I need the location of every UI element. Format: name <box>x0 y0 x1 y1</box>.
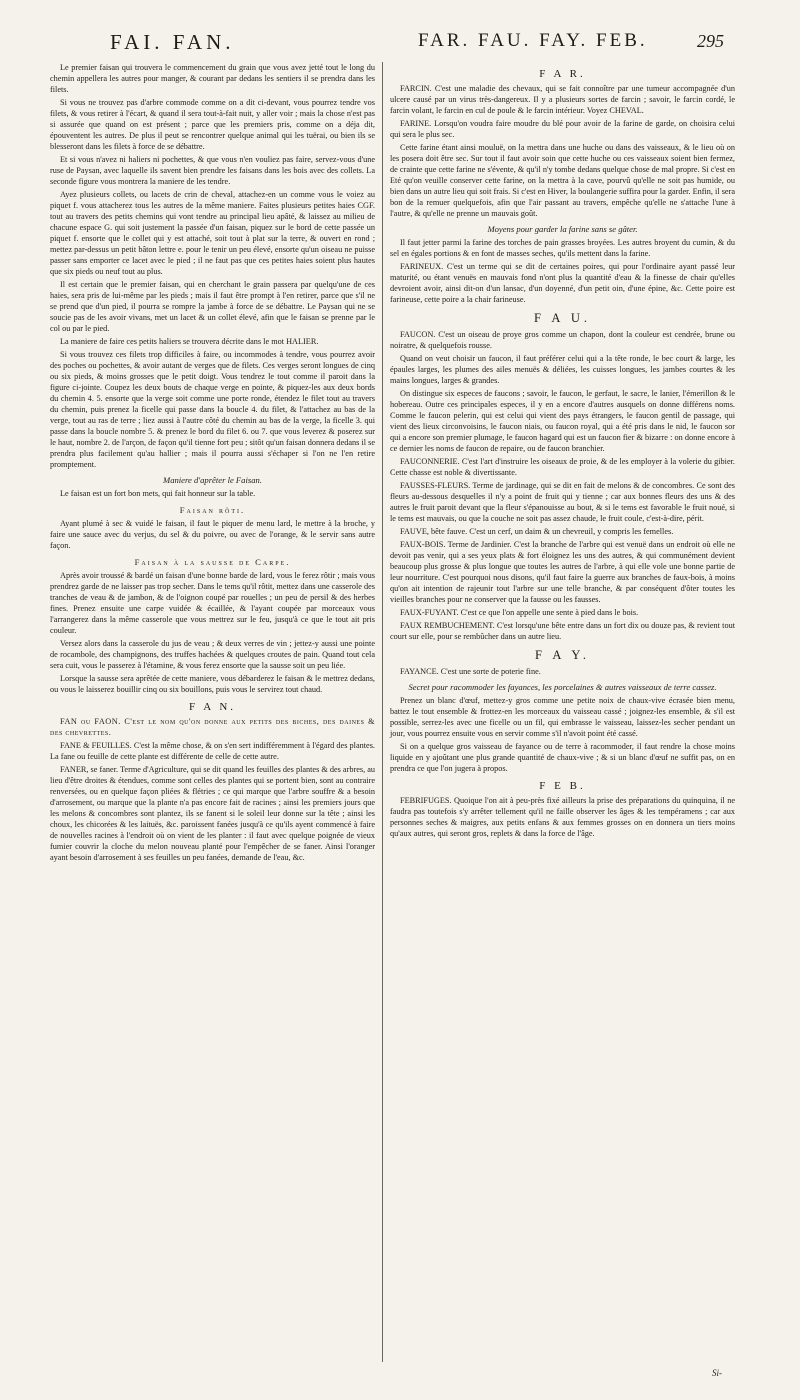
paragraph: Prenez un blanc d'œuf, mettez-y gros comme une petite noix de chaux-vive écrasée bien menu, battez le tout ensemble & frottez-en les morceaux du vaisseau cassé ; joignez-les ensemble, & s'il est possible, serrez-les avec une ficelle ou un fil, qui embrasse le vaisseau, laissez-les secher pendant un jour, vous pourrez ensuite vous en servir comme s'il n'avoit point été cassé. <box>390 696 735 738</box>
paragraph: On distingue six especes de faucons ; savoir, le faucon, le gerfaut, le sacre, le lanier, l'émerillon & le hobereau. Outre ces principales especes, il y en a encore d'autres ausquels on donne différens noms. Comme le faucon pelerin, qui est celui qui vient des pays étrangers, le faucon gentil de passage, qui vient des lieux circonvoisins, le faucon niais, ou faucon royal, qui a été pris dans le nid, le faucon sor qui a encore son premier plumage, le faucon hagard qui est un faucon fier & bizarre : on donne encore à ce dernier les noms de faucon de repaire, ou de faucon branchier. <box>390 389 735 453</box>
subheading: Moyens pour garder la farine sans se gâter. <box>487 224 638 234</box>
entry-paragraph: FARCIN. C'est une maladie des chevaux, qui se fait connoître par une tumeur accompagnée d'un ulcere causé par un virus très-dangereux. Il y a plusieurs sortes de farcin ; savoir, le farcin cordé, le farcin volant, le farcin en cul de poule & le farcin intérieur. Voyez CHEVAL. <box>390 84 735 115</box>
recipe-heading: Faisan rôti. <box>179 505 246 515</box>
entry-paragraph: FAUX-BOIS. Terme de Jardinier. C'est la branche de l'arbre qui est venuë dans un endroit où elle ne devoit pas venir, qui a ses yeux plats & fort éloignez les uns des autres, & qui communément devient beaucoup plus grosse & plus longue que toutes les autres de l'arbre, à qui elle vole une bonne partie de leur nourriture. C'est pourquoi nous disons, qu'il faut faire la guerre aux branches de faux-bois, à moins qu'on ait intention de rajeunir tout l'arbre sur une telle branche, & par conséquent d'ôter toutes les vieilles branches pour ne conserver que la fausse ou les fausses. <box>390 540 735 604</box>
entry-paragraph: FARINE. Lorsqu'on voudra faire moudre du blé pour avoir de la farine de garde, on choisira celui qui sera le plus sec. <box>390 119 735 139</box>
right-column <box>390 62 735 841</box>
paragraph: Il faut jetter parmi la farine des torches de pain grasses broyées. Les autres broyent du cumin, & du sel en égales portions & en font de masses seches, qu'ils mettent dans la farine. <box>390 238 735 258</box>
paragraph: Si vous trouvez ces filets trop difficiles à faire, ou incommodes à tendre, vous pourrez avoir des poches ou pochettes, & avoir autant de verges que de filets. Ces verges seront longues de cinq ou six pieds, & moins grosses que le petit doigt. Vous tendrez le tout comme il paroit dans la figure ci-jointe. Coupez les deux bouts de chaque verge en pointe, & piquez-les aux deux bords du chemin 4. 5. ensorte que la verge soit comme une porte ronde, étendez le filet tout au travers du chemin, puis prenez la ficelle qui passe dans la boucle 4. du filet, & l'attachez au bas de la verge, tout au ras de terre ; liez aussi à l'autre côté du chemin au bas de la verge, la ficelle 3. qui passe dans la boucle nombre 5. & prenez le bord du filet 6. ou 7. que vous leverez & poserez sur le haut, nombre 2. de l'arçon, de façon qu'il tienne fort peu ; sitôt qu'un faisan donnera dedans il se prendra plus facilement qu'au hallier ; mais il pourra aussi s'échaper si l'on ne l'en retire promptement. <box>50 350 375 469</box>
entry-paragraph: FEBRIFUGES. Quoique l'on ait à peu-près fixé ailleurs la prise des préparations du quinquina, il ne faudra pas toutefois s'y arrêter tellement qu'il ne faille observer les âges & les tempéramens ; car aux personnes seches & maigres, aux petits enfans & aux femmes grosses on en donnera un tiers moins qu'aux autres, qui seront gros, replets & dans la force de l'âge. <box>390 796 735 838</box>
running-head-left: FAI. FAN. <box>110 30 235 54</box>
paragraph: Si vous ne trouvez pas d'arbre commode comme on a dit ci-devant, vous pourrez tendre vos filets, & vous retirer à l'écart, & quand il sera tout-à-fait nuit, y aller voir ; mais la chose n'est pas si assurée que quand on est présent ; parce que les premiers pris, comme on a déja dit, épouventent les autres. De plus il peut se rencontrer quelque animal qui les tuërai, ou bien ils se blesseront dans les filets à force de se débattre. <box>50 98 375 151</box>
entry-paragraph: FAN ou FAON. C'est le nom qu'on donne aux petits des biches, des daines & des chevrettes. <box>50 717 375 737</box>
paragraph: Lorsque la sausse sera aprêtée de cette maniere, vous débarderez le faisan & le mettrez dedans, ou vous le laisserez bouillir cinq ou six bouillons, puis vous le servirez tout chaud. <box>50 674 375 694</box>
entry-paragraph: FAUX REMBUCHEMENT. C'est lorsqu'une bête entre dans un fort dix ou douze pas, & revient tout court sur elle, pour se rembûcher dans un autre lieu. <box>390 621 735 641</box>
paragraph: Après avoir troussé & bardé un faisan d'une bonne barde de lard, vous le ferez rôtir ; mais vous prendrez garde de ne laisser pas trop secher. Dans le tems qu'il rôtit, mettez dans une casserole des tranches de veau & de jambon, & de l'oignon coupé par rouelles ; un peu de persil & des herbes fines. Prenez ensuite une carpe vuidée & écaillée, & l'ayant coupée par morceaux vous l'arrangerez dans la même casserole que vous mettrez sur le feu, jusqu'à ce que le tout ait pris couleur. <box>50 571 375 635</box>
left-column <box>50 62 375 865</box>
section-heading: F A R. <box>539 68 586 80</box>
paragraph: Si on a quelque gros vaisseau de fayance ou de terre à racommoder, il faut rendre la chose moins liquide en y ajoûtant une plus grande quantité de chaux-vive ; & si un blanc d'œuf ne suffit pas, on en prendra ce que l'on jugera à propos. <box>390 742 735 773</box>
paragraph: Versez alors dans la casserole du jus de veau ; & deux verres de vin ; jettez-y aussi une pointe de rocambole, des champignons, des truffes hachées & quelques croutes de pain. Quand tout cela sera cuit, vous le passerez à l'étamine, & vous ferez ensorte que la sausse soit un peu liée. <box>50 639 375 670</box>
entry-paragraph: FANE & FEUILLES. C'est la même chose, & on s'en sert indifféremment à l'égard des plantes. La fane ou feuille de cette plante est différente de celle de cette autre. <box>50 741 375 761</box>
catchword: Si- <box>712 1368 722 1378</box>
section-heading: F A Y. <box>535 648 590 662</box>
recipe-heading: Faisan à la sausse de Carpe. <box>134 557 291 567</box>
entry-paragraph: FARINEUX. C'est un terme qui se dit de certaines poires, qui pour l'ordinaire ayant passé leur maturité, ou étant venuës en mauvais fond n'ont plus la quantité d'eau & la finesse de chair qu'elles devroient avoir, ainsi dit-on d'un lansac, d'un doyenné, d'un petit oin, d'une épine, &c. Cette poire est farineuse, cette poire a la chair farineuse. <box>390 262 735 304</box>
section-heading: F A N. <box>188 701 237 713</box>
paragraph: Et si vous n'avez ni haliers ni pochettes, & que vous n'en vouliez pas faire, servez-vous d'une ruse de Paysan, avec laquelle ils savent bien prendre les faisans dans les bois avec des collets. La seconde figure vous montrera la maniere de les tendre. <box>50 155 375 186</box>
entry-paragraph: FAUVE, bête fauve. C'est un cerf, un daim & un chevreuil, y compris les femelles. <box>400 527 674 536</box>
entry-paragraph: FAYANCE. C'est une sorte de poterie fine. <box>400 667 541 676</box>
entry-paragraph: FAUX-FUYANT. C'est ce que l'on appelle une sente à pied dans le bois. <box>400 608 639 617</box>
paragraph: Ayez plusieurs collets, ou lacets de crin de cheval, attachez-en un comme vous le voiez au piquet f. vous attacherez tous les autres de la même maniere. Faites plusieurs petites haies CGF. tout au travers des petits chemins qui vont tendre au principal lieu apâté, & laissez au milieu de chacune espace G. qui soit justement la passée d'un faisan, piquez sur le bord de cette passée un piquet f. ensorte que le collet qui y est attaché, soit tout à plat sur la terre, & ouvert en rond ; mettez par-dessus un petit bâton lettre e. pour le tenir un peu élevé, ensorte qu'un oiseau ne puisse passer sans emporter ce lacet avec le pied ; il ne faut pas que ces petites haies soient plus hautes que six pieds ou neuf tout au plus. <box>50 190 375 276</box>
paragraph: La maniere de faire ces petits haliers se trouvera décrite dans le mot HALIER. <box>60 337 319 346</box>
entry-paragraph: FAUCON. C'est un oiseau de proye gros comme un chapon, dont la couleur est cendrée, brune ou noiratre, & quelquefois rousse. <box>390 330 735 350</box>
subheading: Maniere d'aprêter le Faisan. <box>163 475 262 485</box>
running-head-right: FAR. FAU. FAY. FEB. <box>418 30 648 51</box>
entry-paragraph: FAUCONNERIE. C'est l'art d'instruire les oiseaux de proie, & de les employer à la volerie du gibier. Cette chasse est noble & divertissante. <box>390 457 735 477</box>
page-number: 295 <box>697 31 724 51</box>
section-heading: F E B. <box>539 780 586 792</box>
section-heading: F A U. <box>533 311 591 325</box>
paragraph: Le premier faisan qui trouvera le commencement du grain que vous avez jetté tout le long du chemin appellera les autres pour manger, & courant par dedans les sentiers il se prendra dans les filets. <box>50 63 375 94</box>
paragraph: Ayant plumé à sec & vuidé le faisan, il faut le piquer de menu lard, le mettre à la broche, y faire une sauce avec du verjus, du sel & du poivre, ou avec de l'orange, & le servir sans autre façon. <box>50 519 375 550</box>
subheading: Secret pour racommoder les fayances, les porcelaines & autres vaisseaux de terre cassez. <box>408 682 717 692</box>
entry-paragraph: FANER, se faner. Terme d'Agriculture, qui se dit quand les feuilles des plantes & des arbres, au lieu d'être droites & étendues, comme sont celles des plantes qui se portent bien, sont au contraire renversées, ou en quelque façon pliées & flétries ; ce qui marque que l'arbre souffre & a besoin d'arrosement, ou marque que la plante n'a pas encore fait de racines ; ainsi les premiers jours que les melons & concombres sont plantez, ils se fanent si le soleil leur donne sur la tête ; ainsi les choux, les chicorées & les laituës, &c. paroissent fanées jusqu'à ce qu'ils ayent commencé à faire de nouvelles racines à l'endroit où on vient de les planter : il faut avec quelque poignée de vieux fumier couvrir la cloche du melon nouveau planté pour l'empêcher de se faner. Ainsi l'oranger ayant besoin d'arrosement à ses feuilles un peu fanées, demande de l'eau, &c. <box>50 765 375 862</box>
paragraph: Cette farine étant ainsi mouluë, on la mettra dans une huche ou dans des vaisseaux, & le lieu où on les posera doit être sec. Sur tout il faut avoir soin que cette huche ou ces vaisseaux soient bien fermez, de crainte que cette farine ne s'évente, & qu'il n'y tombe dedans quelque chose de mal propre. Si c'est en Eté qu'on veuille conserver cette farine, on la mettra à la cave, pourvû qu'elle ne soit pas humide, ou bien dans un autre lieu qui soit frais. Si c'est en Hiver, la boulangerie suffira pour la garder. Enfin, il sera bon de la remuer quelquefois, afin que l'air passant au travers, empêche qu'elle ne s'attache l'une à l'autre, & qu'elle ne prenne un mauvais goût. <box>390 143 735 218</box>
entry-paragraph: FAUSSES-FLEURS. Terme de jardinage, qui se dit en fait de melons & de concombres. Ce sont des fleurs au-dessous desquelles il n'y a point de fruit qui y tienne ; car aux bonnes fleurs des uns & des autres le fruit paroit devant que la fleur s'épanouisse au bout, & si le tems est favorable le fruit noué, si le tems est mauvais, ou que la couche ne soit pas assez chaude, le fruit coule, c'est-à-dire, périt. <box>390 481 735 523</box>
paragraph: Quand on veut choisir un faucon, il faut préférer celui qui a la tête ronde, le bec court & large, les épaules larges, les plumes des ailes menuës & déliées, les cuisses longues, les jambes courtes & les mains longues, larges & grandes. <box>390 354 735 385</box>
column-divider <box>382 62 383 1362</box>
paragraph: Il est certain que le premier faisan, qui en cherchant le grain passera par quelqu'une de ces haies, sera pris de lui-même par les pieds ; mais il faut être prompt à l'en retirer, parce que s'il ne se prend que d'un pied, il pourra se rompre la jambe à force de se débattre. Le Paysan qui ne se soucie pas de les avoir vivans, met un lacet & un collet élevé, afin que le faisan se prenne par le col ou par le pied. <box>50 280 375 333</box>
paragraph: Le faisan est un fort bon mets, qui fait honneur sur la table. <box>60 489 256 498</box>
